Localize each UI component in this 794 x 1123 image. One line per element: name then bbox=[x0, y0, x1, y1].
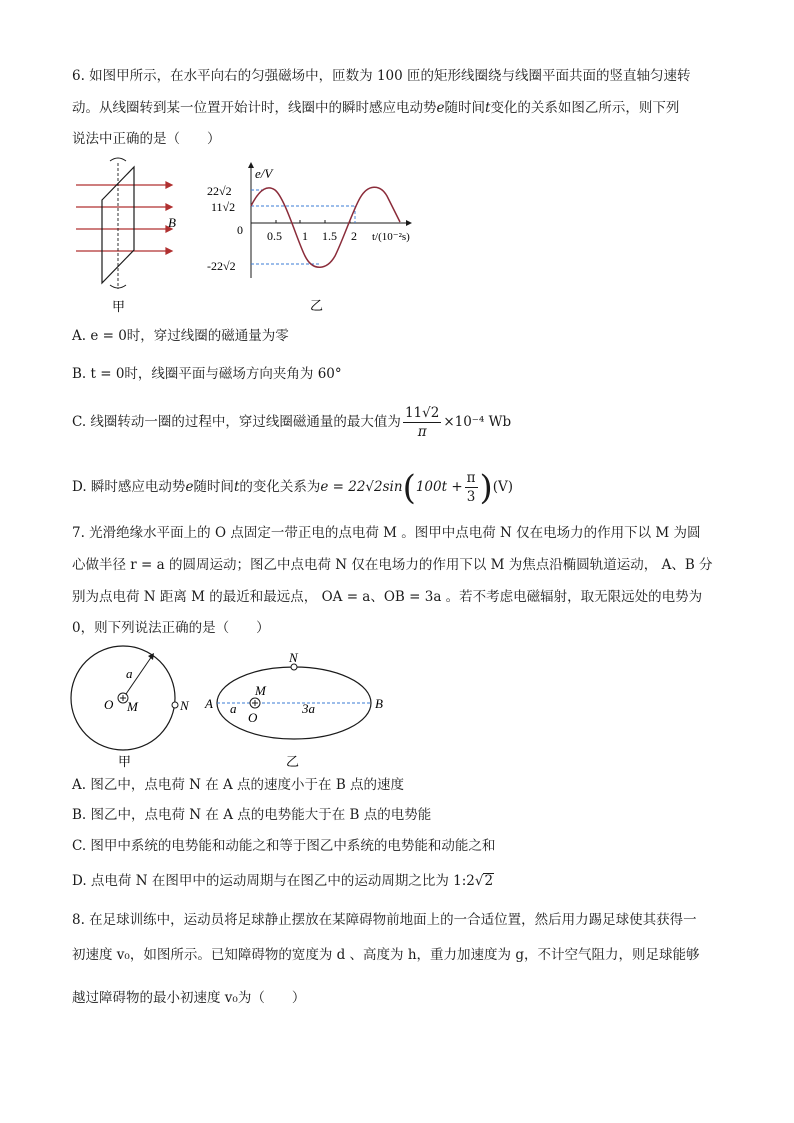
q7-label-a: a bbox=[126, 666, 133, 681]
q6-x-tick: 1 bbox=[302, 229, 308, 243]
paren-right: ) bbox=[479, 467, 493, 508]
q8-stem-line2: 初速度 v₀，如图所示。已知障碍物的宽度为 d 、高度为 h，重力加速度为 g，不计空气阻力，则足球能够 bbox=[72, 947, 700, 963]
q6-stem-line1: 6. 如图甲所示，在水平向右的匀强磁场中，匝数为 100 匝的矩形线圈绕与线圈平面共面的竖直轴匀速转 bbox=[72, 68, 691, 84]
q7-ellipse-label-n: N bbox=[289, 650, 298, 665]
q6-x-tick: 2 bbox=[351, 229, 357, 243]
q6-figure-coil bbox=[72, 155, 192, 315]
q6-option-d-inner: 100t + bbox=[415, 479, 463, 495]
q6-figure-graph bbox=[205, 160, 425, 320]
sqrt-sign: √ bbox=[474, 873, 484, 889]
q6-option-d bbox=[72, 467, 513, 507]
q7-stem-line1: 7. 光滑绝缘水平面上的 O 点固定一带正电的点电荷 M 。图甲中点电荷 N 仅在电场力的作用下以 M 为圆 bbox=[72, 525, 701, 541]
q7-figure-circle bbox=[66, 642, 196, 772]
q6-stem-text: 动。从线圈转到某一位置开始计时，线圈中的瞬时感应电动势 bbox=[72, 100, 437, 116]
q7-stem-line4: 0，则下列说法正确的是（ ） bbox=[72, 620, 270, 636]
q6-stem-line2 bbox=[72, 98, 679, 118]
q6-stem-line3: 说法中正确的是（ ） bbox=[72, 131, 221, 147]
q7-figure-ellipse bbox=[200, 648, 390, 772]
q6-y-tick: 11√2 bbox=[211, 200, 236, 214]
q6-option-c bbox=[72, 402, 511, 442]
q6-option-d-text: 随时间 bbox=[193, 479, 234, 495]
q6-y-axis-label: e/V bbox=[255, 166, 273, 181]
q6-field-label: B bbox=[168, 215, 176, 230]
q8-stem-line3: 越过障碍物的最小初速度 v₀为（ ） bbox=[72, 990, 306, 1006]
q6-stem-text: 随时间 bbox=[444, 100, 485, 116]
q7-option-a: A. 图乙中，点电荷 N 在 A 点的速度小于在 B 点的速度 bbox=[72, 777, 405, 793]
q6-option-d-fraction bbox=[465, 469, 478, 506]
q6-fig-right-caption: 乙 bbox=[310, 298, 324, 313]
q7-ellipse-label-m: M bbox=[255, 683, 266, 698]
q8-stem-line1: 8. 在足球训练中，运动员将足球静止摆放在某障碍物前地面上的一合适位置，然后用力踢足球使其获得一 bbox=[72, 912, 697, 928]
q7-stem-line2: 心做半径 r = a 的圆周运动；图乙中点电荷 N 仅在电场力的作用下以 M 为焦点沿椭圆轨道运动， A、B 分 bbox=[72, 557, 713, 573]
q7-ellipse-label-b: B bbox=[375, 696, 383, 711]
q6-y-tick: -22√2 bbox=[207, 259, 236, 273]
q7-option-b: B. 图乙中，点电荷 N 在 A 点的电势能大于在 B 点的电势能 bbox=[72, 807, 432, 823]
q7-option-d-radicand: 2 bbox=[484, 873, 494, 889]
q6-e-symbol: e bbox=[436, 100, 445, 116]
q6-t-symbol: t bbox=[233, 479, 240, 495]
q6-x-tick: 1.5 bbox=[322, 229, 337, 243]
q7-ellipse-label-3a: 3a bbox=[302, 701, 315, 716]
q6-option-d-text: 的变化关系为 bbox=[239, 479, 321, 495]
q7-option-c: C. 图甲中系统的电势能和动能之和等于图乙中系统的电势能和动能之和 bbox=[72, 838, 496, 854]
q6-x-axis-label: t/(10⁻²s) bbox=[372, 231, 410, 243]
q6-fraction-denominator: π bbox=[417, 424, 427, 440]
q7-ellipse-label-o: O bbox=[248, 710, 258, 725]
q7-fig-right-caption: 乙 bbox=[286, 754, 300, 769]
q6-option-c-text: C. 线圈转动一圈的过程中，穿过线圈磁通量的最大值为 bbox=[72, 414, 401, 430]
q7-option-d bbox=[72, 871, 494, 891]
q6-option-c-unit: ×10⁻⁴ Wb bbox=[443, 414, 512, 430]
q6-t-symbol: t bbox=[485, 100, 491, 116]
q6-option-b: B. t = 0时，线圈平面与磁场方向夹角为 60° bbox=[72, 366, 342, 382]
q7-ellipse-label-a-point: A bbox=[205, 696, 213, 711]
q6-option-d-text: D. 瞬时感应电动势 bbox=[72, 479, 186, 495]
q7-label-n: N bbox=[180, 698, 189, 713]
q7-option-d-text: D. 点电荷 N 在图甲中的运动周期与在图乙中的运动周期之比为 1:2 bbox=[72, 873, 475, 889]
q6-y-tick: 22√2 bbox=[207, 184, 232, 198]
q7-fig-left-caption: 甲 bbox=[118, 754, 132, 769]
q6-fraction-numerator: 11√2 bbox=[404, 405, 440, 421]
q7-label-m: M bbox=[127, 699, 138, 714]
q6-option-a: A. e = 0时，穿过线圈的磁通量为零 bbox=[72, 328, 289, 344]
q6-fig-left-caption: 甲 bbox=[112, 299, 126, 314]
q6-fraction-numerator: π bbox=[466, 470, 476, 486]
paren-left: ( bbox=[402, 467, 416, 508]
q6-y-tick: 0 bbox=[237, 223, 243, 237]
q6-fraction-denominator: 3 bbox=[466, 489, 476, 505]
q7-stem-line3: 别为点电荷 N 距离 M 的最近和最远点， OA = a、OB = 3a 。若不考虑电磁辐射，取无限远处的电势为 bbox=[72, 589, 703, 605]
q6-stem-text: 变化的关系如图乙所示，则下列 bbox=[490, 100, 680, 116]
q6-option-d-formula: e = 22√2sin bbox=[320, 479, 403, 495]
q7-ellipse-label-a: a bbox=[230, 701, 237, 716]
q7-label-o: O bbox=[104, 697, 114, 712]
q6-e-symbol: e bbox=[185, 479, 194, 495]
q6-x-tick: 0.5 bbox=[267, 229, 282, 243]
q6-option-c-fraction bbox=[403, 404, 441, 441]
q6-option-d-unit: (V) bbox=[492, 479, 514, 495]
